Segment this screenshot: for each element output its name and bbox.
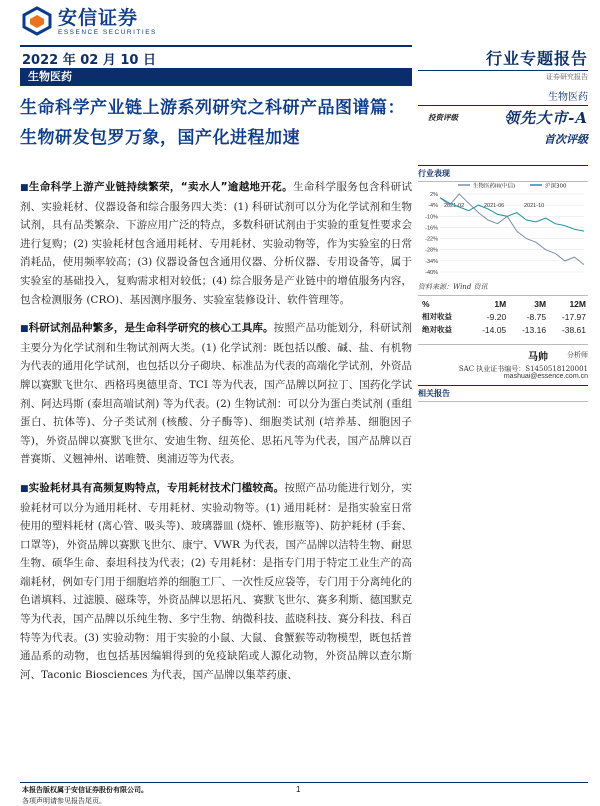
y-tick-label: 2% <box>430 192 438 198</box>
x-tick-label: 2021-10 <box>524 203 545 210</box>
chart-source: 资料来源：Wind 资讯 <box>418 282 588 296</box>
footer-disclaimer: 各项声明请参见报告尾页。 <box>22 797 106 805</box>
analyst-name: 马帅 <box>528 352 548 363</box>
bullet-icon: ■ <box>20 483 29 494</box>
report-title: 生命科学产业链上游系列研究之科研产品图谱篇：生物研发包罗万象，国产化进程加速 <box>20 98 405 148</box>
rating-value: 领先大市-A <box>504 109 588 127</box>
paragraph-lead: 科研试剂品种繁多，是生命科学研究的核心工具库。 <box>28 322 274 335</box>
table-header: % <box>422 299 430 309</box>
table-header: 12M <box>569 299 586 309</box>
performance-chart <box>418 180 588 280</box>
analyst-rule <box>418 344 588 345</box>
table-cell: -17.97 <box>561 311 586 322</box>
paragraph-lead: 生命科学上游产业链持续繁荣，“卖水人”逾越地开花。 <box>28 181 293 193</box>
table-header-row <box>420 298 588 310</box>
table-cell: -13.16 <box>521 324 547 335</box>
rating-note: 首次评级 <box>544 133 588 146</box>
paragraph <box>20 178 412 309</box>
paragraph <box>20 479 412 685</box>
table-cell: -9.20 <box>486 311 507 322</box>
table-cell: -38.61 <box>561 324 586 335</box>
table-cell: 相对收益 <box>422 312 452 321</box>
report-subtype: 证券研究报告 <box>546 73 588 81</box>
page-number: 1 <box>296 785 301 794</box>
y-tick-label: -4% <box>428 203 438 210</box>
y-tick-label: -28% <box>425 247 438 254</box>
legend-label: 沪深300 <box>545 183 567 190</box>
paragraph <box>20 319 412 469</box>
header-rule <box>20 45 412 47</box>
y-tick-label: -34% <box>425 258 438 265</box>
table-cell: -14.05 <box>482 324 507 335</box>
report-type-rule <box>418 70 588 71</box>
analyst-role: 分析师 <box>567 351 588 359</box>
performance-table <box>420 298 588 336</box>
paragraph-text: 按照产品功能划分，科研试剂主要分为化学试剂和生物试剂两大类。(1) 化学试剂：既包括以酸、碱、盐、有机物为代表的通用化学试剂，也包括以分子砌块、标准品为代表的高端化学试剂，外资品牌以赛默飞世尔、西格玛奥德里奇、TCI 等为代表，国产品牌以阿拉丁、国药化学试剂、阿达玛斯 (泰坦高端试剂) 等为代表。(2) 生物试剂：可以分为蛋白类试剂 (重组蛋白、抗体等)、分子类试剂 (核酸、分子酶等)、细胞类试剂 (培养基、细胞因子等)，外资品牌以赛默飞世尔、安迪生物、纽英伦、思拓凡等为代表，国产品牌以百普赛斯、义翘神州、诺唯赞、奥浦迈等为代表。 <box>20 322 412 466</box>
x-tick-label: 2021-02 <box>444 203 465 210</box>
report-date: 2022 年 02 月 10 日 <box>22 53 156 68</box>
analyst-sac: SAC 执业证书编号：S1450518120001 <box>458 365 588 373</box>
report-type: 行业专题报告 <box>485 49 588 68</box>
table-header: 3M <box>534 299 547 309</box>
y-tick-label: -16% <box>425 225 438 232</box>
table-row <box>420 310 588 323</box>
paragraph-text: 按照产品功能进行划分，实验耗材可以分为通用耗材、专用耗材、实验动物等。(1) 通用耗材：是指实验室日常使用的塑料耗材 (离心管、吸头等)、玻璃器皿 (烧杯、锥形瓶等)、防护耗材 (手套、口罩等)，外资品牌以赛默飞世尔、康宁、VWR 为代表，国产品牌以洁特生物、耐思生物、硕华生命、泰坦科技为代表；(2) 专用耗材：是指专门用于特定工业生产的高端耗材，例如专门用于细胞培养的细胞工厂、一次性反应袋等，专门用于分离纯化的色谱填料、过滤膜、磁珠等，外资品牌以思拓凡、赛默飞世尔、赛多利斯、德国默克等为代表，国产品牌以乐纯生物、多宁生物、纳微科技、蓝晓科技、赛分科技、科百特等为代表。(3) 实验动物：用于实验的小鼠、大鼠、食蟹猴等动物模型，既包括普通品系的动物，也包括基因编辑得到的免疫缺陷或人源化动物，外资品牌以查尔斯河、Taconic Biosciences 为代表，国产品牌以集萃药康、 <box>20 481 412 681</box>
sector-bar: 生物医药 <box>20 68 412 86</box>
company-logo-icon <box>22 6 52 36</box>
industry-tag: 生物医药 <box>418 88 588 106</box>
footer-rule <box>20 782 588 783</box>
y-tick-label: -22% <box>425 236 438 243</box>
analyst-email[interactable]: mashuai@essence.com.cn <box>503 373 588 380</box>
table-row <box>420 323 588 336</box>
x-tick-label: 2021-06 <box>484 203 505 210</box>
company-logo <box>22 6 157 36</box>
performance-header: 行业表现 <box>418 165 588 182</box>
paragraph-lead: 实验耗材具有高频复购特点，专用耗材技术门槛较高。 <box>28 481 285 494</box>
table-cell: 绝对收益 <box>422 325 452 334</box>
y-tick-label: -10% <box>425 214 438 221</box>
table-cell: -8.75 <box>526 311 547 322</box>
legend-label: 生物医药III(中信) <box>473 183 516 190</box>
related-reports-header: 相关报告 <box>418 385 588 402</box>
bullet-icon: ■ <box>20 183 29 193</box>
bullet-icon: ■ <box>20 324 29 335</box>
rating-label: 投资评级 <box>428 113 458 122</box>
paragraph-text: 生命科学服务包含科研试剂、实验耗材、仪器设备和综合服务四大类：(1) 科研试剂可以分为化学试剂和生物试剂，具有品类繁杂、下游应用广泛的特点，多数科研试剂由于实验的重复性要求会进行复购；(2) 实验耗材包含通用耗材、专用耗材、实验动物等，作为实验室的日常消耗品，使用频率较高；(3) 仪器设备包含通用仪器、分析仪器、专用设备等，属于实验室的基础投入，复购需求相对较低；(4) 综合服务是产业链中的增值服务内容，包含检测服务 (CRO)、基因测序服务、实验室装修设计、软件管理等。 <box>20 181 412 306</box>
report-body <box>20 178 412 694</box>
company-name-cn: 安信证券 <box>58 6 139 29</box>
y-tick-label: -40% <box>425 270 438 276</box>
table-header: 1M <box>494 299 507 309</box>
footer-text: 本报告版权属于安信证券股份有限公司。 <box>22 785 148 794</box>
company-name-en: ESSENCE SECURITIES <box>58 28 157 36</box>
